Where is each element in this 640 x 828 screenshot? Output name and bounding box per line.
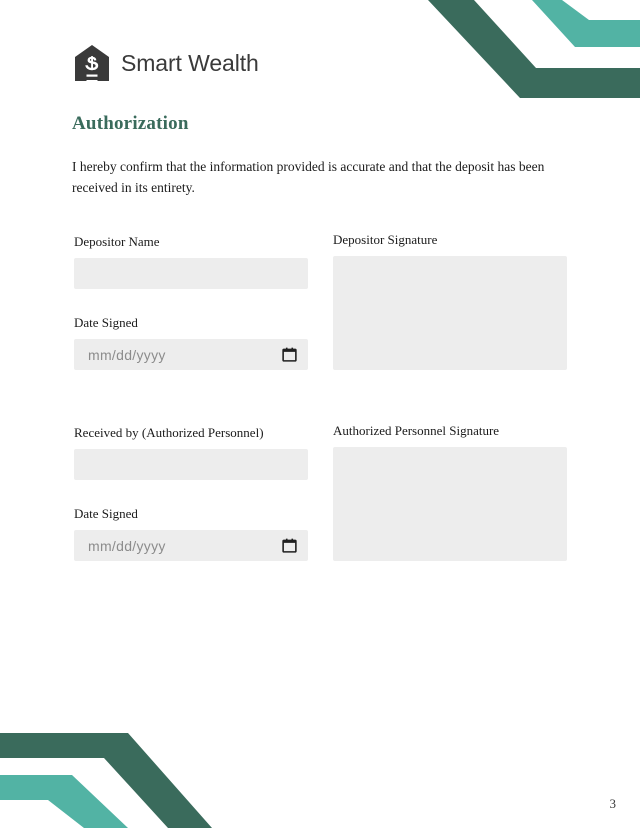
date-signed-depositor-input[interactable] [74, 339, 308, 370]
label-personnel-signature: Authorized Personnel Signature [333, 423, 500, 438]
personnel-signature-canvas[interactable] [333, 447, 567, 561]
field-depositor-signature [333, 232, 567, 370]
label-received-by: Received by (Authorized Personnel) [74, 425, 264, 440]
page-number: 3 [609, 796, 616, 811]
page-title: Authorization [72, 113, 189, 134]
calendar-icon[interactable] [282, 538, 297, 553]
header-chevron-dark [428, 0, 640, 98]
field-date-signed-depositor [74, 315, 308, 370]
header-chevron-light [532, 0, 640, 47]
label-depositor-name: Depositor Name [74, 234, 160, 249]
footer-chevron-dark [0, 733, 212, 828]
date-signed-personnel-input[interactable] [74, 530, 308, 561]
date-placeholder-text: mm/dd/yyyy [88, 537, 166, 554]
date-placeholder-text: mm/dd/yyyy [88, 346, 166, 363]
label-date-signed-personnel: Date Signed [74, 506, 138, 521]
authorization-statement: I hereby confirm that the information provided is accurate and that the deposit has been received in its entirety. [72, 159, 545, 195]
received-by-input[interactable] [74, 449, 308, 480]
field-date-signed-personnel [74, 506, 308, 561]
house-dollar-icon [74, 44, 110, 82]
field-received-by [74, 425, 308, 480]
field-personnel-signature [333, 423, 567, 561]
field-depositor-name [74, 234, 308, 289]
brand-name: Smart Wealth [121, 49, 259, 76]
label-depositor-signature: Depositor Signature [333, 232, 438, 247]
footer-chevron-decoration [0, 715, 240, 828]
header-chevron-decoration [400, 0, 640, 110]
depositor-signature-canvas[interactable] [333, 256, 567, 370]
brand-logo [74, 44, 259, 82]
depositor-name-input[interactable] [74, 258, 308, 289]
footer-chevron-light [0, 775, 128, 828]
label-date-signed-depositor: Date Signed [74, 315, 138, 330]
calendar-icon[interactable] [282, 347, 297, 362]
